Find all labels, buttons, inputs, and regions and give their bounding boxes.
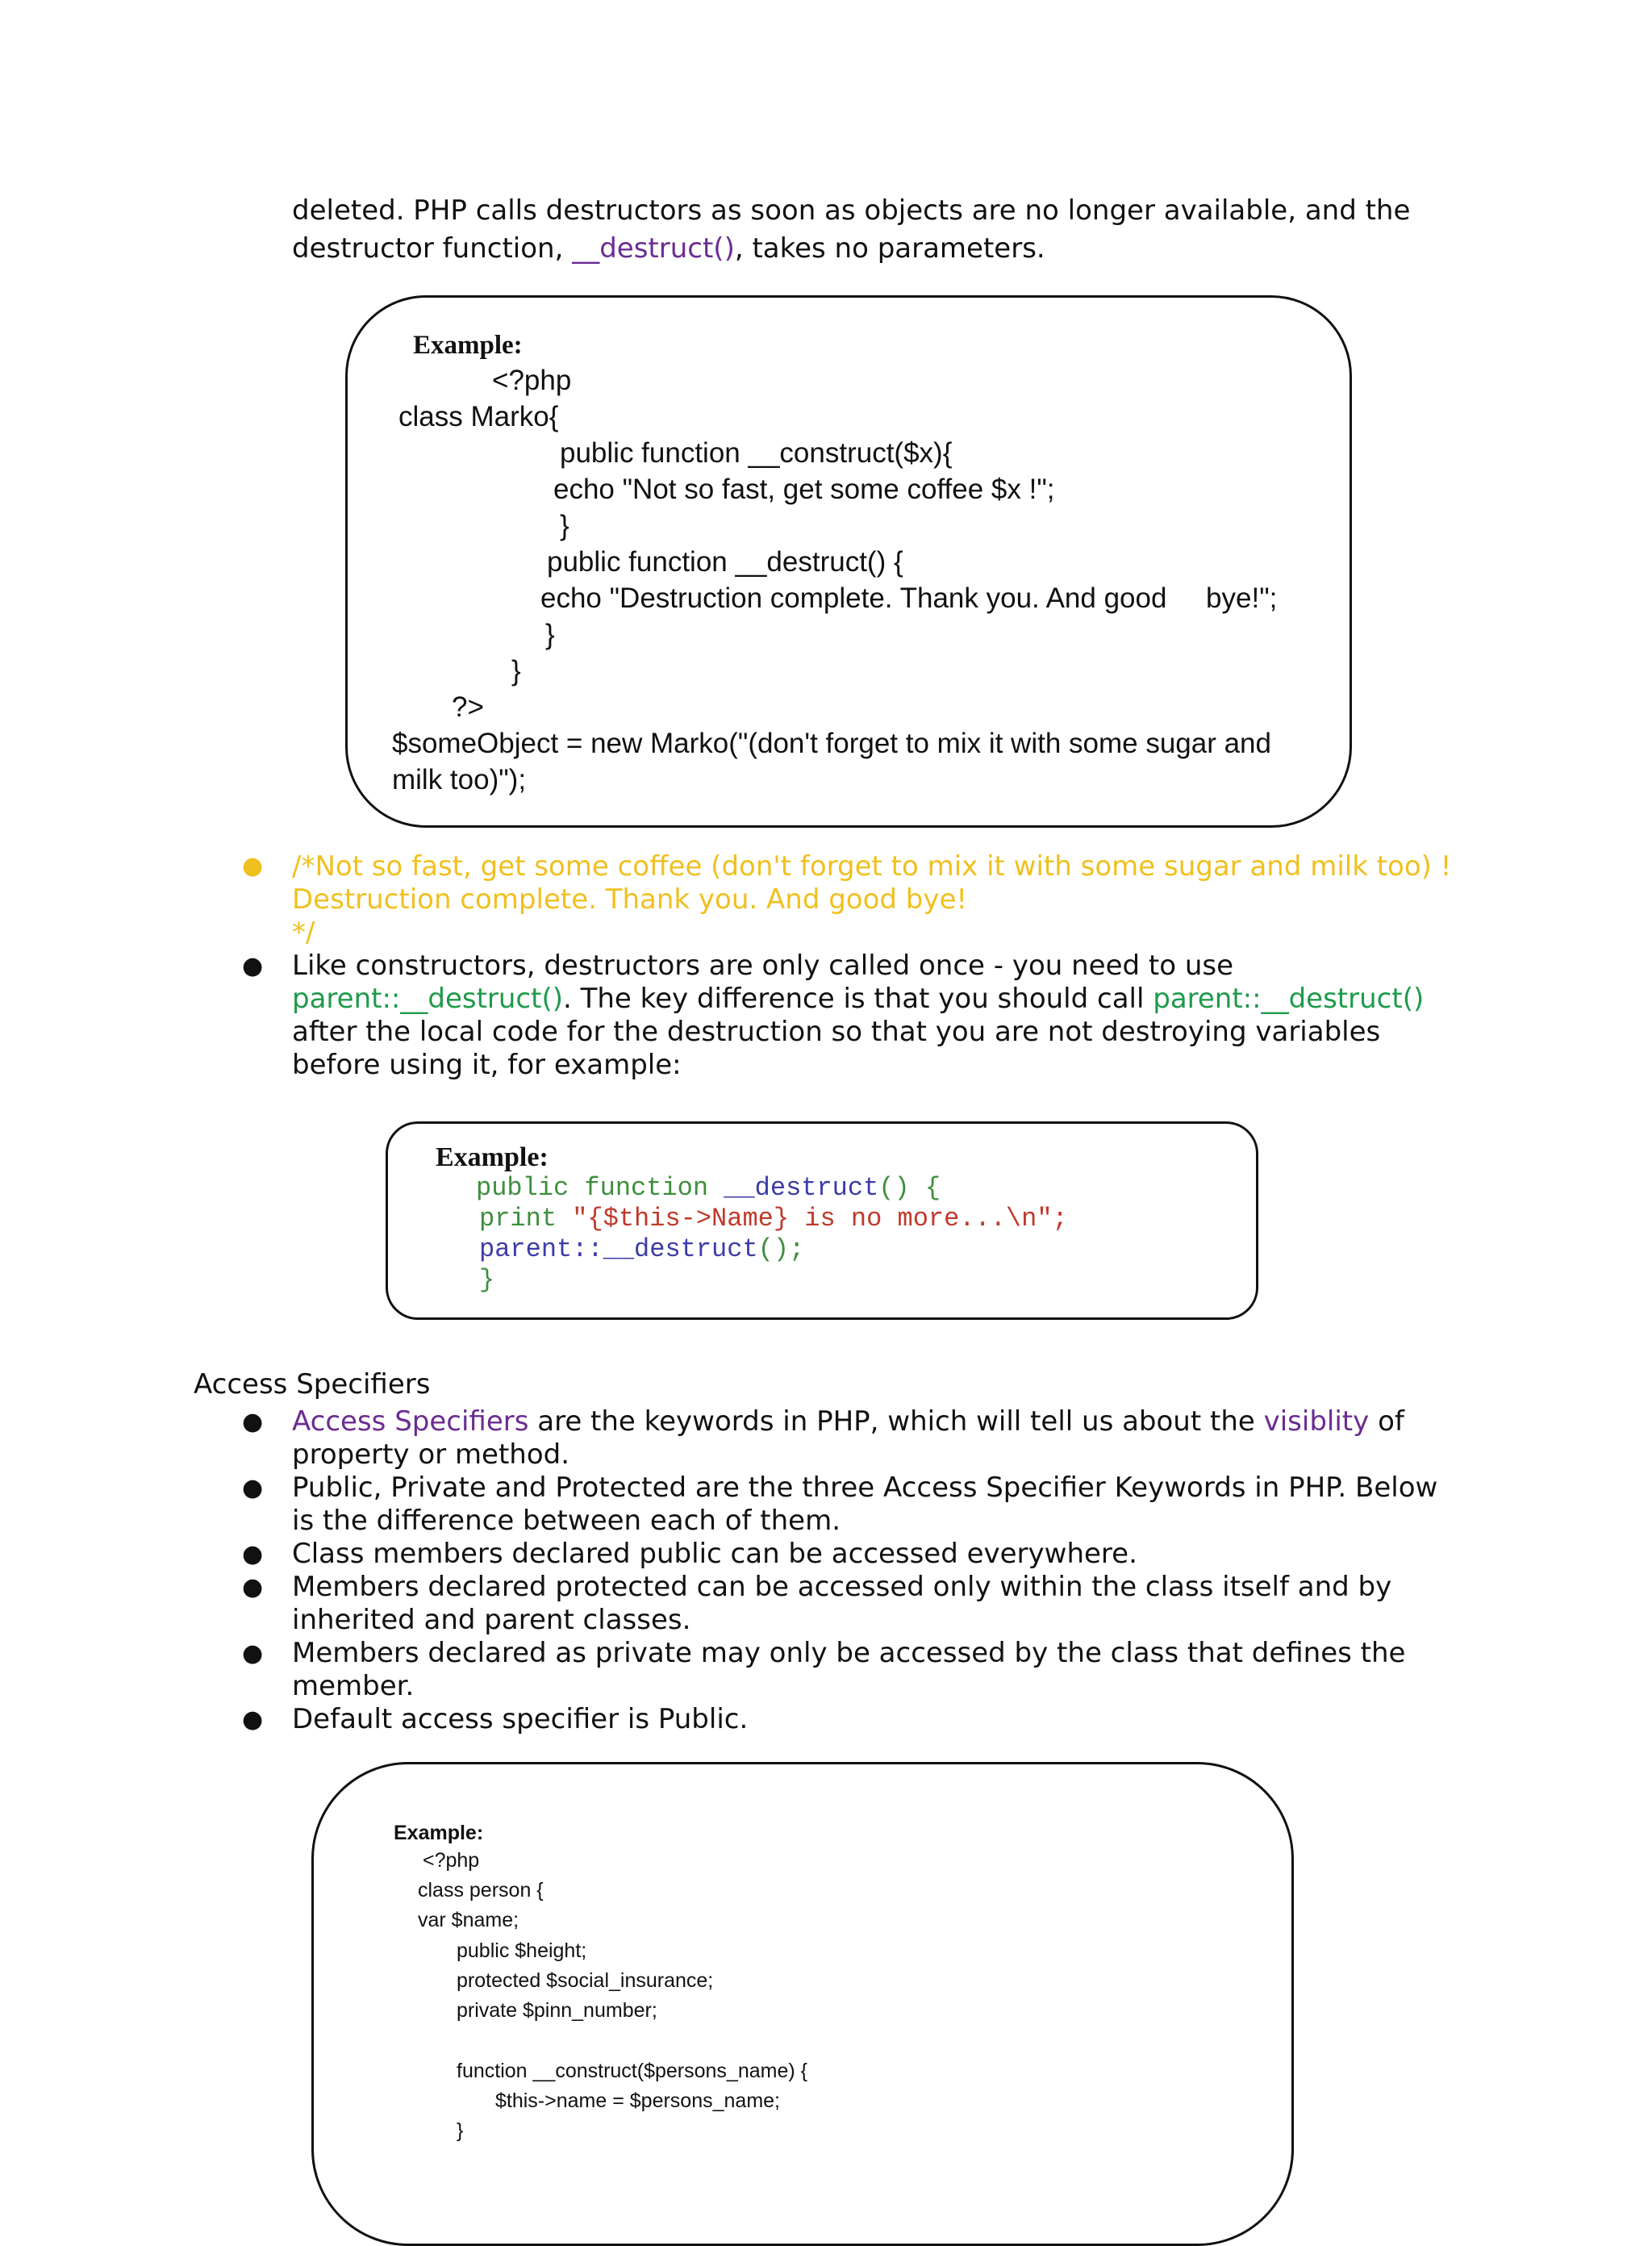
code-line: milk too)");	[392, 764, 527, 795]
list-item: Members declared as private may only be accessed by the class that defines the member.	[292, 1637, 1406, 1702]
code-line: echo "Destruction complete. Thank you. And good bye!";	[540, 582, 1278, 614]
code-line: public function __construct($x){	[560, 437, 953, 469]
example-3-label: Example:	[394, 1822, 484, 1844]
visibility-link[interactable]: visiblity	[1263, 1405, 1370, 1438]
code-line: public function __destruct() {	[476, 1173, 941, 1203]
bullet-icon: ●	[242, 1474, 264, 1502]
code-line: public $height;	[457, 1939, 587, 1962]
list-item: Access Specifiers are the keywords in PHP, which will tell us about the visiblity of property or method.	[292, 1405, 1404, 1471]
example-1-label: Example:	[413, 331, 523, 360]
code-line: }	[457, 2119, 464, 2142]
code-line: function __construct($persons_name) {	[457, 2060, 807, 2082]
intro-line-1: deleted. PHP calls destructors as soon as objects are no longer available, and the	[292, 194, 1411, 227]
code-line: ?>	[452, 691, 484, 723]
destruct-link[interactable]: __destruct()	[572, 232, 735, 265]
parent-destruct-code: parent::__destruct()	[292, 983, 563, 1015]
output-comment: /*Not so fast, get some coffee (don't forget to mix it with some sugar and milk too) ! Destruction complete. Thank you. And good bye! */	[292, 850, 1452, 949]
intro-line-2: destructor function, __destruct(), takes no parameters.	[292, 232, 1045, 265]
code-line: var $name;	[418, 1909, 519, 1931]
code-line: $this->name = $persons_name;	[495, 2089, 780, 2112]
parent-destruct-note: Like constructors, destructors are only called once - you need to use parent::__destruct(). The key difference is that you should call parent::__destruct() after the local code for the destruction so that you are not destroying variables before using it, for example:	[292, 950, 1425, 1081]
bullet-icon: ●	[242, 1639, 264, 1668]
code-line: echo "Not so fast, get some coffee $x !";	[553, 474, 1055, 505]
bullet-icon: ●	[242, 952, 264, 980]
list-item: Default access specifier is Public.	[292, 1703, 749, 1735]
code-line: protected $social_insurance;	[457, 1969, 714, 1992]
code-line: <?php	[423, 1849, 480, 1872]
section-heading: Access Specifiers	[194, 1368, 431, 1401]
code-line: }	[479, 1265, 495, 1295]
code-line: }	[560, 510, 569, 541]
bullet-icon: ●	[242, 852, 264, 880]
list-item: Class members declared public can be accessed everywhere.	[292, 1538, 1137, 1570]
bullet-icon: ●	[242, 1540, 264, 1568]
code-line: print "{$this->Name} is no more...\n";	[479, 1204, 1068, 1234]
bullet-icon: ●	[242, 1408, 264, 1436]
code-line: public function __destruct() {	[547, 546, 903, 578]
code-line: <?php	[492, 365, 572, 396]
bullet-icon: ●	[242, 1705, 264, 1734]
example-2-label: Example:	[436, 1142, 549, 1172]
intro-paragraph	[292, 192, 1410, 268]
code-line: class Marko{	[398, 401, 559, 432]
code-line: private $pinn_number;	[457, 1999, 657, 2022]
list-item: Public, Private and Protected are the three Access Specifier Keywords in PHP. Below is the difference between each of them.	[292, 1472, 1438, 1537]
code-line: class person {	[418, 1879, 544, 1902]
code-line: }	[511, 655, 521, 687]
code-line: parent::__destruct();	[479, 1234, 805, 1264]
list-item: Members declared protected can be accessed only within the class itself and by inherited and parent classes.	[292, 1571, 1392, 1636]
bullet-icon: ●	[242, 1573, 264, 1601]
parent-destruct-code: parent::__destruct()	[1153, 983, 1425, 1015]
code-line: }	[545, 619, 555, 650]
code-line: $someObject = new Marko("(don't forget to mix it with some sugar and	[392, 728, 1271, 759]
access-specifiers-link[interactable]: Access Specifiers	[292, 1405, 529, 1438]
